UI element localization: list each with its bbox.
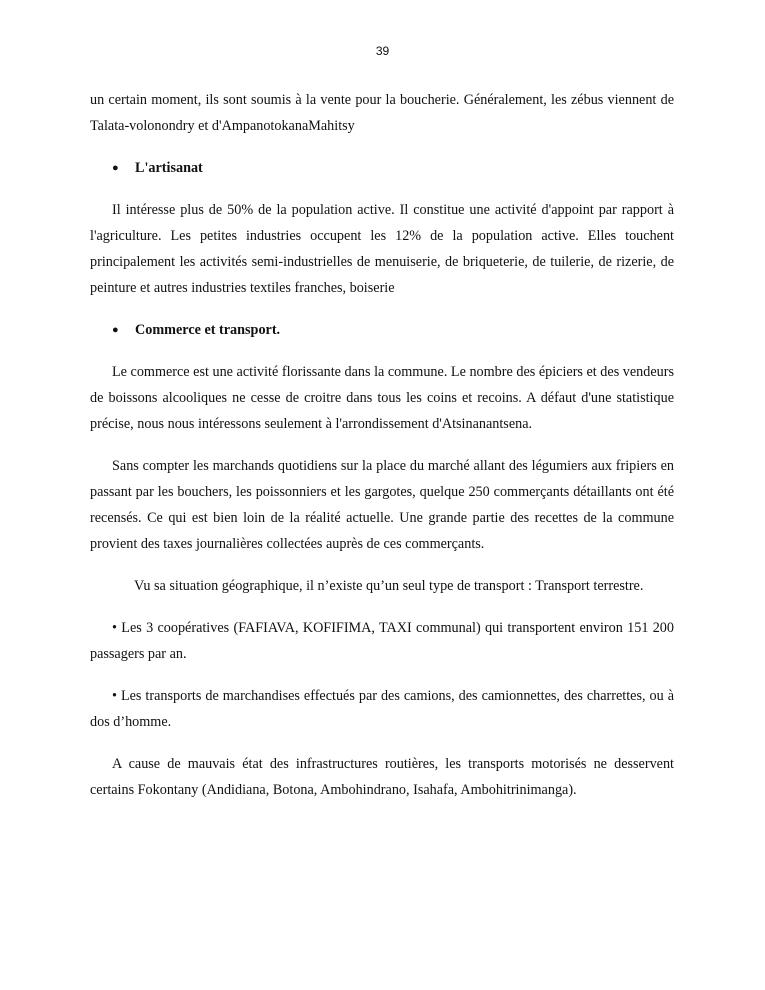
paragraph-routes: A cause de mauvais état des infrastructures routières, les transports motorisés ne desservent certains Fokontany (Andidiana, Botona, Ambohindrano, Isahafa, Ambohitrinimanga).: [90, 756, 674, 798]
section-heading-commerce: [90, 317, 674, 343]
paragraph-commerce: Le commerce est une activité florissante dans la commune. Le nombre des épiciers et des vendeurs de boissons alcooliques ne cesse de croitre dans tous les coins et recoins. A défaut d'une statistique précise, nous nous intéressons seulement à l'arrondissement d'Atsinanantsena.: [90, 364, 674, 432]
bullet-icon: ●: [112, 324, 119, 336]
paragraph-transport-type: Vu sa situation géographique, il n’existe qu’un seul type de transport : Transport terrestre.: [134, 578, 644, 594]
paragraph-zebus: un certain moment, ils sont soumis à la vente pour la boucherie. Généralement, les zébus viennent de Talata-volonondry et d'AmpanotokanaMahitsy: [90, 92, 674, 134]
paragraph-marchandises: • Les transports de marchandises effectués par des camions, des camionnettes, des charrettes, ou à dos d’homme.: [90, 688, 674, 730]
section-heading-artisanat: [90, 155, 674, 181]
paragraph-cooperatives: • Les 3 coopératives (FAFIAVA, KOFIFIMA, TAXI communal) qui transportent environ 151 200 passagers par an.: [90, 620, 674, 662]
bullet-icon: ●: [112, 162, 119, 174]
heading-artisanat-label: L'artisanat: [135, 160, 203, 176]
paragraph-artisanat: Il intéresse plus de 50% de la population active. Il constitue une activité d'appoint par rapport à l'agriculture. Les petites industries occupent les 12% de la population active. Elles touchent principalement les activités semi-industrielles de menuiserie, de briqueterie, de tuilerie, de rizerie, de peinture et autres industries textiles franches, boiserie: [90, 202, 674, 296]
paragraph-marchands: Sans compter les marchands quotidiens sur la place du marché allant des légumiers aux fripiers en passant par les bouchers, les poissonniers et les gargotes, quelque 250 commerçants détaillants ont été recensés. Ce qui est bien loin de la réalité actuelle. Une grande partie des recettes de la commune provient des taxes journalières collectées auprès de ces commerçants.: [90, 458, 674, 552]
page-number: 39: [375, 44, 390, 58]
heading-commerce-label: Commerce et transport.: [135, 322, 281, 338]
document-body: [90, 87, 674, 819]
